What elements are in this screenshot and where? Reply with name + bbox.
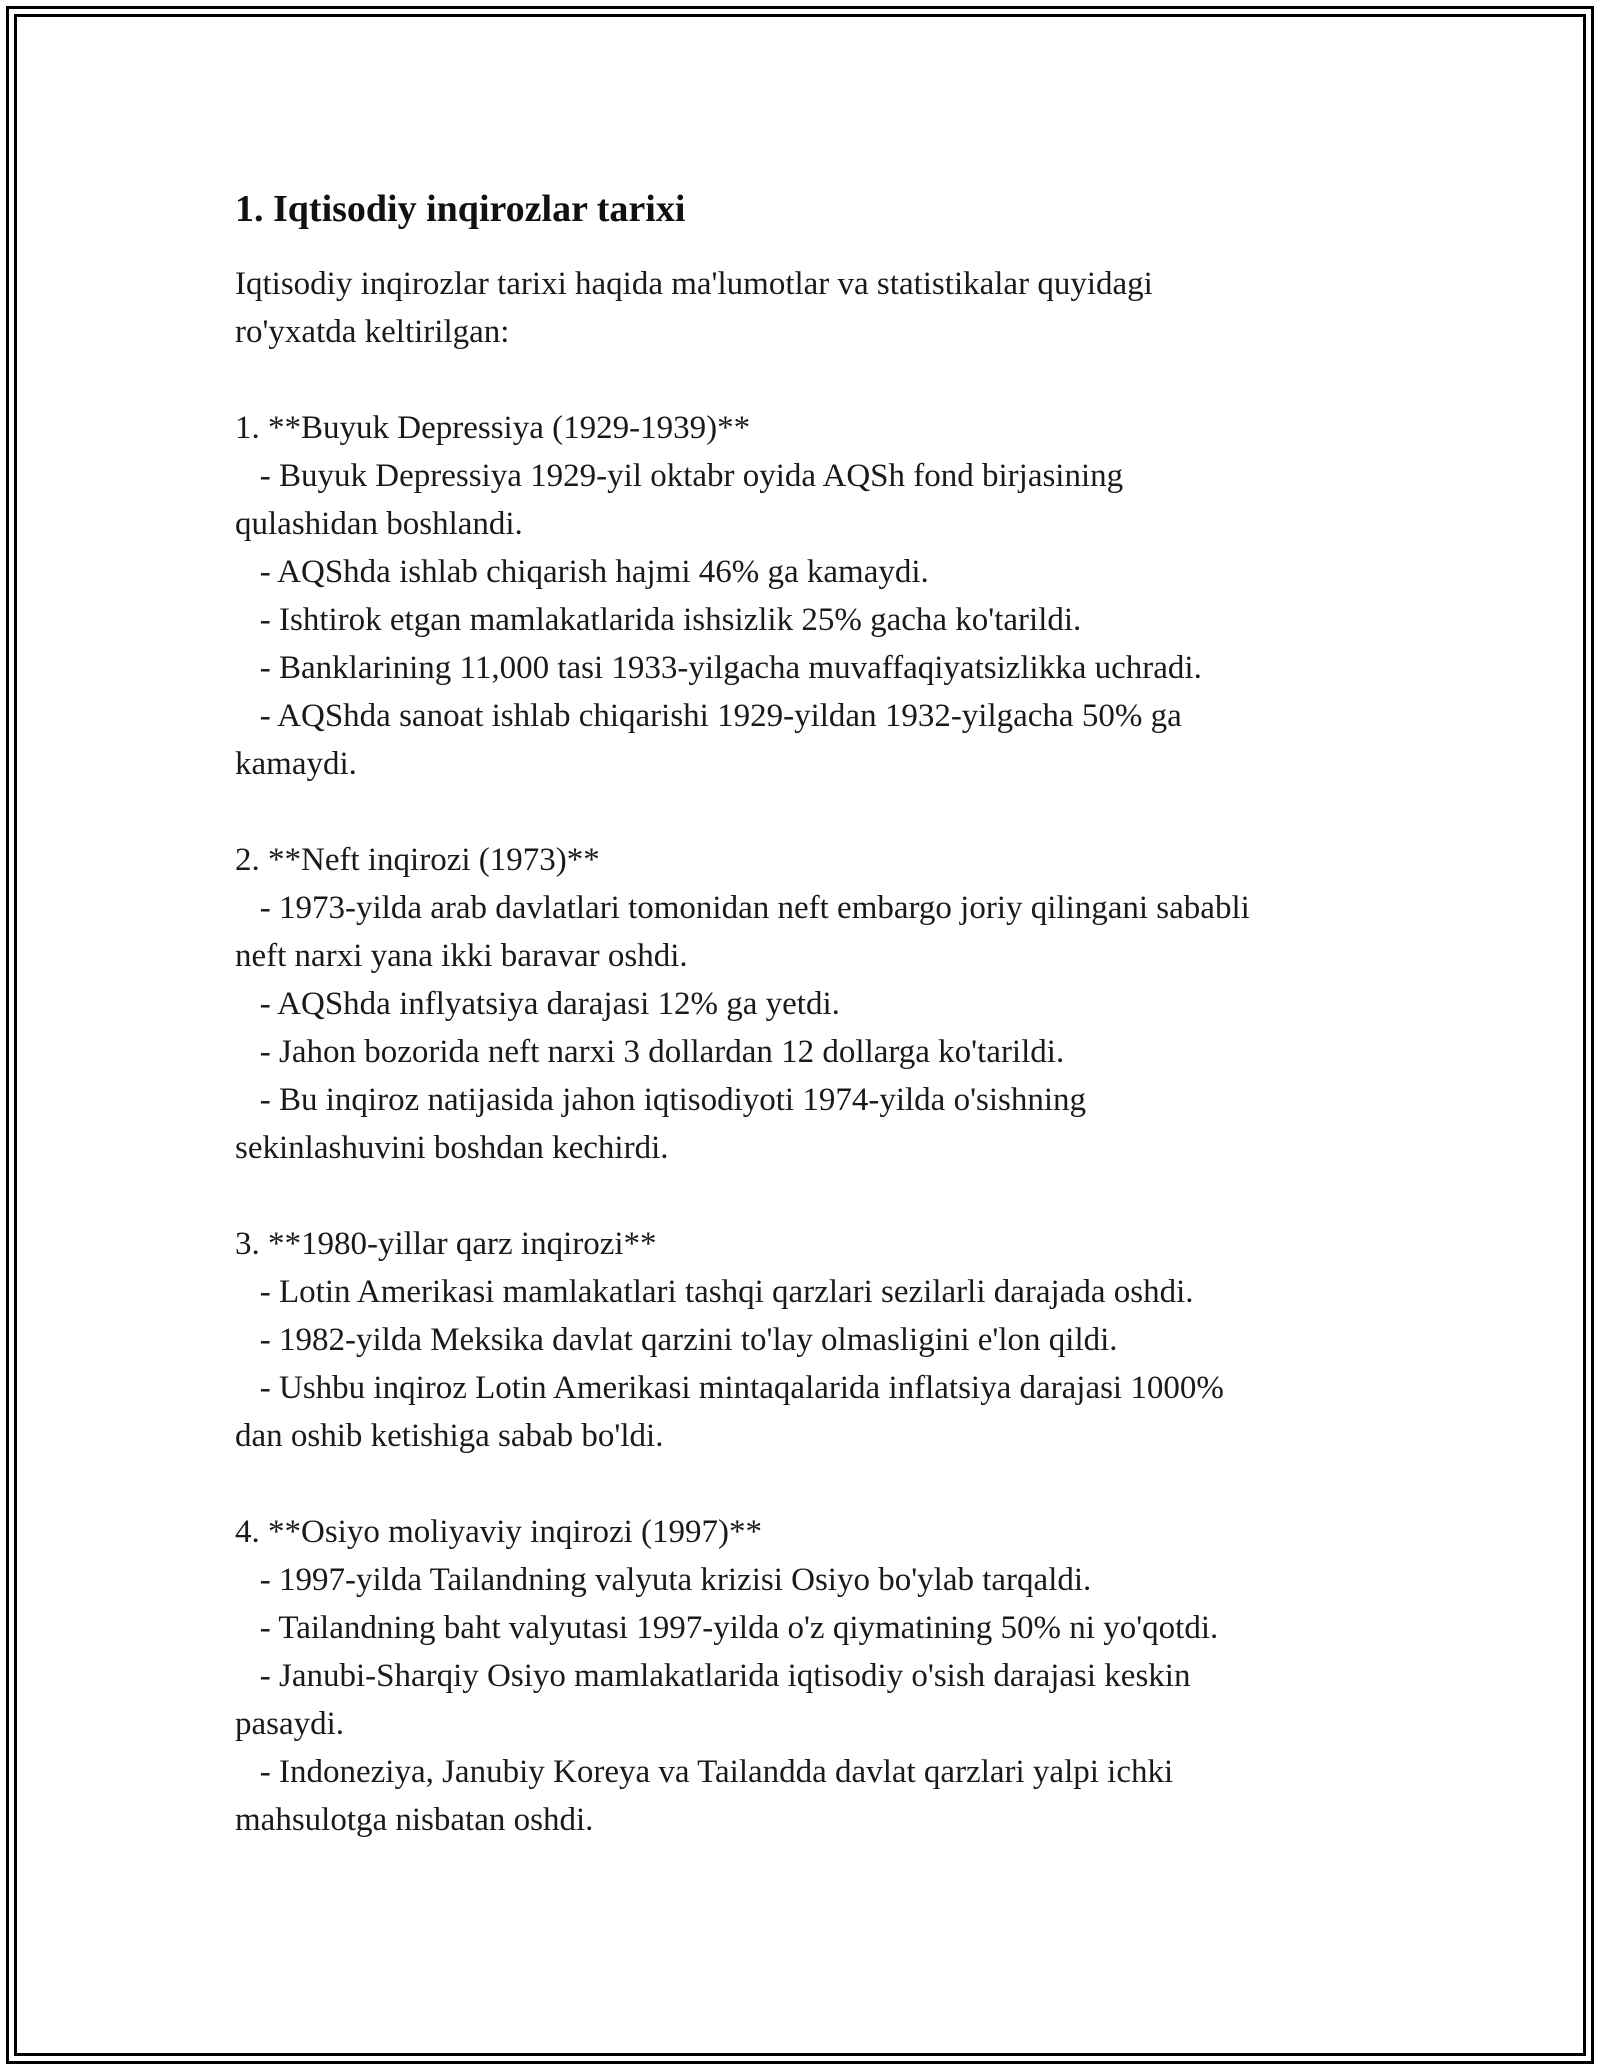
list-item: - Jahon bozorida neft narxi 3 dollardan 12 dollarga ko'tarildi. <box>235 1034 1065 1070</box>
section-oil-crisis <box>235 836 1385 1172</box>
section-debt-crisis <box>235 1220 1385 1460</box>
section-great-depression <box>235 404 1385 788</box>
list-item: - 1997-yilda Tailandning valyuta krizisi Osiyo bo'ylab tarqaldi. <box>235 1562 1092 1598</box>
list-item: - Bu inqiroz natijasida jahon iqtisodiyoti 1974-yilda o'sishning sekinlashuvini boshdan kechirdi. <box>235 1082 1087 1166</box>
section-asian-crisis <box>235 1508 1385 1844</box>
list-item: - Lotin Amerikasi mamlakatlari tashqi qarzlari sezilarli darajada oshdi. <box>235 1274 1194 1310</box>
section-heading: 3. **1980-yillar qarz inqirozi** <box>235 1226 657 1262</box>
list-item: - AQShda ishlab chiqarish hajmi 46% ga kamaydi. <box>235 554 929 590</box>
section-heading: 1. **Buyuk Depressiya (1929-1939)** <box>235 410 751 446</box>
list-item: - Tailandning baht valyutasi 1997-yilda o'z qiymatining 50% ni yo'qotdi. <box>235 1610 1219 1646</box>
list-item: - Ishtirok etgan mamlakatlarida ishsizlik 25% gacha ko'tarildi. <box>235 602 1082 638</box>
list-item: - Buyuk Depressiya 1929-yil oktabr oyida AQSh fond birjasining qulashidan boshlandi. <box>235 458 1124 542</box>
list-item: - Janubi-Sharqiy Osiyo mamlakatlarida iqtisodiy o'sish darajasi keskin pasaydi. <box>235 1658 1191 1742</box>
list-item: - AQShda sanoat ishlab chiqarishi 1929-yildan 1932-yilgacha 50% ga kamaydi. <box>235 698 1182 782</box>
list-item: - Banklarining 11,000 tasi 1933-yilgacha muvaffaqiyatsizlikka uchradi. <box>235 650 1202 686</box>
list-item: - 1973-yilda arab davlatlari tomonidan neft embargo joriy qilingani sababli neft narxi yana ikki baravar oshdi. <box>235 890 1250 974</box>
list-item: - AQShda inflyatsiya darajasi 12% ga yetdi. <box>235 986 840 1022</box>
document-body <box>235 185 1385 1844</box>
document-title: 1. Iqtisodiy inqirozlar tarixi <box>235 188 686 230</box>
list-item: - Ushbu inqiroz Lotin Amerikasi mintaqalarida inflatsiya darajasi 1000% dan oshib ketishiga sabab bo'ldi. <box>235 1370 1224 1454</box>
section-heading: 4. **Osiyo moliyaviy inqirozi (1997)** <box>235 1514 763 1550</box>
intro-paragraph: Iqtisodiy inqirozlar tarixi haqida ma'lumotlar va statistikalar quyidagi ro'yxatda keltirilgan: <box>235 266 1153 350</box>
list-item: - Indoneziya, Janubiy Koreya va Tailandda davlat qarzlari yalpi ichki mahsulotga nisbatan oshdi. <box>235 1754 1174 1838</box>
section-heading: 2. **Neft inqirozi (1973)** <box>235 842 600 878</box>
list-item: - 1982-yilda Meksika davlat qarzini to'lay olmasligini e'lon qildi. <box>235 1322 1118 1358</box>
